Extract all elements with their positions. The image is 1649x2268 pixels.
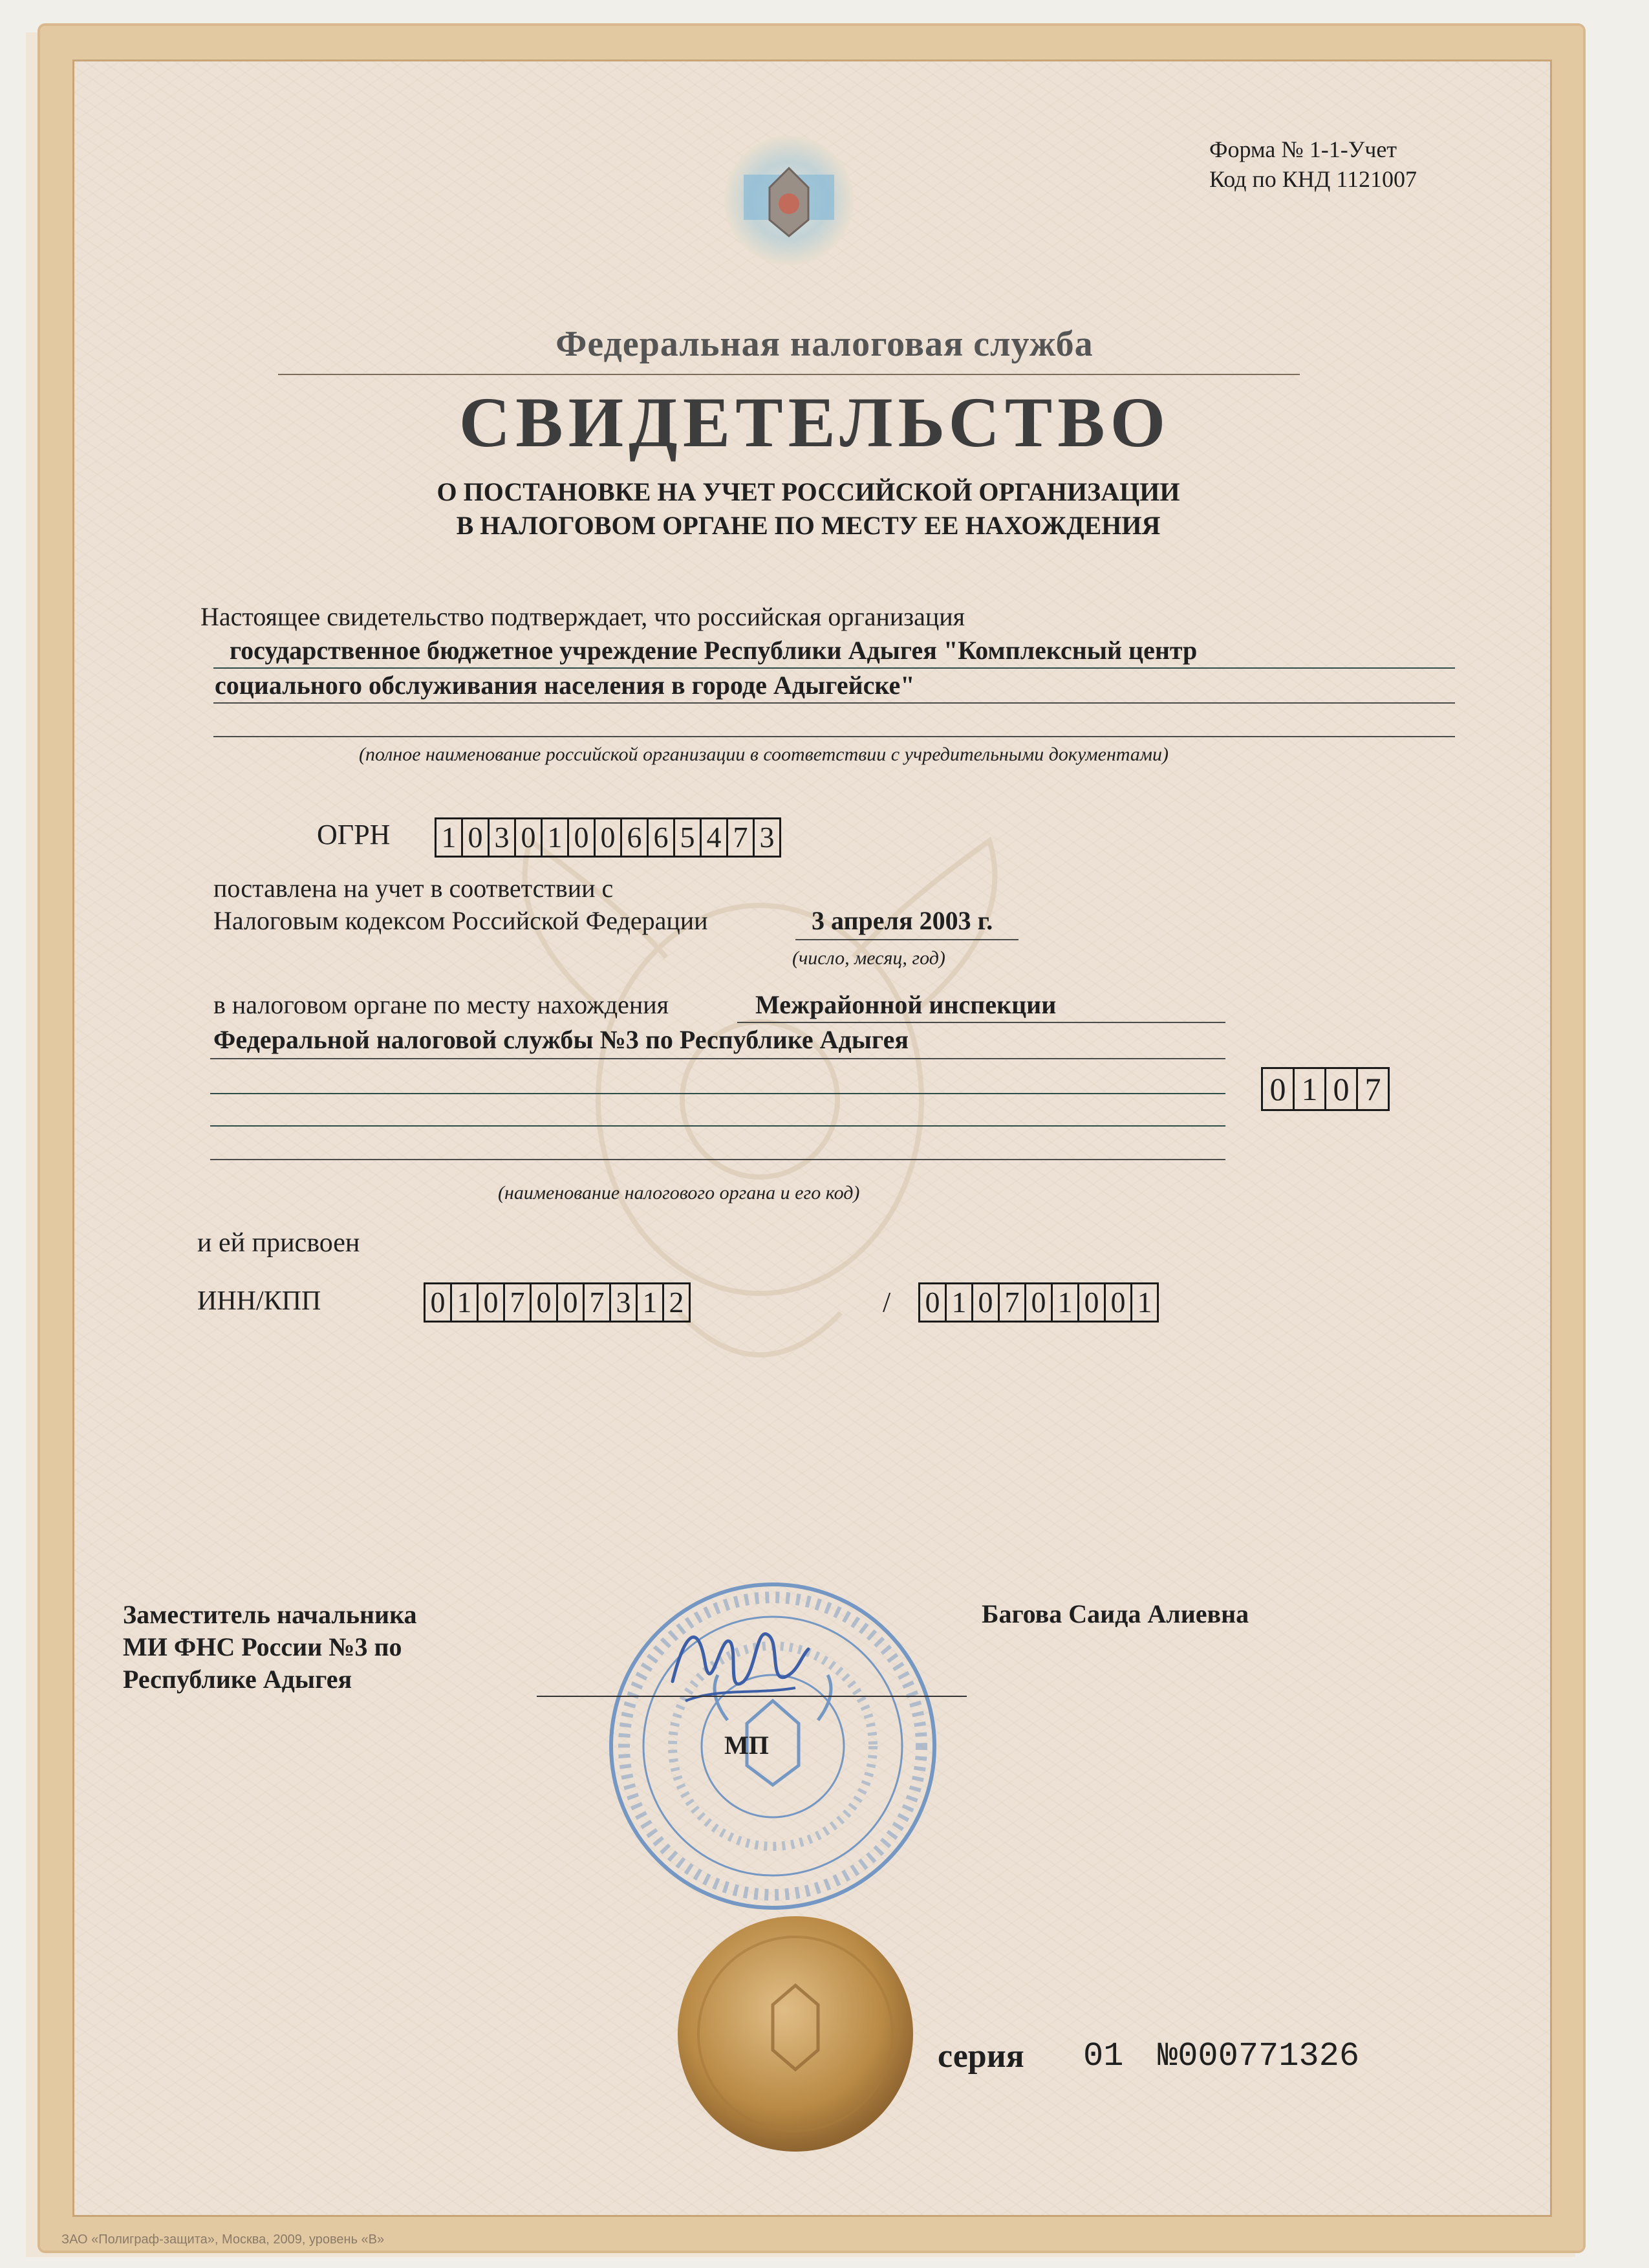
org-name-underline-3 <box>213 736 1455 737</box>
kpp-number <box>918 1282 1159 1323</box>
inn-digit: 0 <box>426 1284 452 1321</box>
inn-digit: 1 <box>452 1284 479 1321</box>
assigned-label: и ей присвоен <box>197 1228 360 1258</box>
registration-date: 3 апреля 2003 г. <box>812 906 993 935</box>
inn-kpp-separator: / <box>883 1286 891 1318</box>
inn-digit: 3 <box>611 1284 638 1321</box>
inn-digit: 2 <box>669 1286 684 1319</box>
gold-seal <box>676 1914 915 2154</box>
ogrn-digit: 3 <box>759 821 775 854</box>
kpp-digit: 0 <box>1079 1284 1106 1321</box>
ogrn-digit: 3 <box>490 819 516 856</box>
header-rule <box>278 374 1300 375</box>
kpp-digit: 0 <box>1026 1284 1053 1321</box>
tax-office-underline-4 <box>210 1125 1225 1127</box>
form-number: Форма № 1-1-Учет <box>1209 136 1397 162</box>
org-name-line-1: государственное бюджетное учреждение Республики Адыгея "Комплексный центр <box>230 636 1198 665</box>
signer-position-line-3: Республике Адыгея <box>123 1665 352 1694</box>
page-title: СВИДЕТЕЛЬСТВО <box>458 383 1171 462</box>
inn-digit: 7 <box>585 1284 611 1321</box>
kpp-digit: 7 <box>1000 1284 1026 1321</box>
printer-imprint: ЗАО «Полиграф-защита», Москва, 2009, уровень «В» <box>61 2232 385 2247</box>
ogrn-digit: 5 <box>675 819 702 856</box>
ogrn-digit: 6 <box>622 819 649 856</box>
tax-office-underline-2 <box>210 1058 1225 1059</box>
kpp-digit: 0 <box>920 1284 947 1321</box>
registered-line-1: поставлена на учет в соответствии с <box>213 874 614 903</box>
signer-name: Багова Саида Алиевна <box>982 1599 1249 1628</box>
inn-digit: 7 <box>505 1284 532 1321</box>
ogrn-digit: 7 <box>728 819 755 856</box>
tax-office-code-digit: 1 <box>1295 1069 1326 1109</box>
ogrn-digit: 1 <box>436 819 463 856</box>
subtitle-line-1: О ПОСТАНОВКЕ НА УЧЕТ РОССИЙСКОЙ ОРГАНИЗАЦИИ <box>436 477 1180 506</box>
ogrn-digit: 4 <box>702 819 728 856</box>
tax-office-label: в налоговом органе по месту нахождения <box>213 990 669 1019</box>
intro-text: Настоящее свидетельство подтверждает, что российская организация <box>200 602 965 631</box>
inn-digit: 1 <box>638 1284 664 1321</box>
ogrn-digit: 0 <box>569 819 596 856</box>
signature-line <box>537 1696 967 1697</box>
tax-office-line-2: Федеральной налоговой службы №3 по Республике Адыгея <box>213 1025 909 1054</box>
series-value: 01 <box>1083 2037 1124 2075</box>
knd-code: Код по КНД 1121007 <box>1209 166 1417 192</box>
org-name-caption: (полное наименование российской организации в соответствии с учредительными документами) <box>359 744 1169 765</box>
signer-position <box>123 1599 417 1696</box>
org-name-underline-2 <box>213 702 1455 704</box>
ogrn-digit: 0 <box>516 819 543 856</box>
kpp-digit: 0 <box>973 1284 1000 1321</box>
kpp-digit: 1 <box>1137 1286 1152 1319</box>
tax-office-code <box>1261 1067 1390 1111</box>
org-name-line-2: социального обслуживания населения в городе Адыгейске" <box>215 671 915 700</box>
tax-office-underline-3 <box>210 1093 1225 1094</box>
ogrn-digit: 0 <box>463 819 490 856</box>
subtitle <box>0 475 1617 543</box>
ogrn-number <box>435 817 781 858</box>
date-caption: (число, месяц, год) <box>792 947 945 969</box>
tax-office-underline-1 <box>737 1022 1225 1023</box>
kpp-digit: 0 <box>1106 1284 1132 1321</box>
inn-kpp-label: ИНН/КПП <box>197 1286 321 1316</box>
hologram-emblem-icon <box>718 129 860 272</box>
tax-office-caption: (наименование налогового органа и его код) <box>498 1182 860 1204</box>
kpp-digit: 1 <box>947 1284 973 1321</box>
org-name-underline-1 <box>213 667 1455 669</box>
ogrn-digit: 1 <box>543 819 569 856</box>
ogrn-digit: 0 <box>596 819 622 856</box>
ogrn-label: ОГРН <box>317 819 391 850</box>
series-label: серия <box>938 2038 1024 2075</box>
tax-office-code-digit: 0 <box>1263 1069 1295 1109</box>
ogrn-digit: 6 <box>649 819 675 856</box>
subtitle-line-2: В НАЛОГОВОМ ОРГАНЕ ПО МЕСТУ ЕЕ НАХОЖДЕНИЯ <box>456 511 1161 540</box>
signer-position-line-1: Заместитель начальника <box>123 1600 417 1629</box>
inn-digit: 0 <box>532 1284 558 1321</box>
registered-line-2: Налоговым кодексом Российской Федерации <box>213 906 708 935</box>
serial-number: №000771326 <box>1158 2037 1360 2075</box>
tax-office-code-digit: 7 <box>1364 1071 1381 1107</box>
tax-office-underline-5 <box>210 1159 1225 1160</box>
agency-name: Федеральная налоговая служба <box>555 324 1094 364</box>
kpp-digit: 1 <box>1053 1284 1079 1321</box>
stamp-place-label: МП <box>724 1731 769 1760</box>
inn-digit: 0 <box>558 1284 585 1321</box>
handwritten-signature <box>660 1604 815 1727</box>
inn-number <box>424 1282 691 1323</box>
tax-office-line-1: Межрайонной инспекции <box>755 990 1057 1019</box>
tax-office-code-digit: 0 <box>1326 1069 1358 1109</box>
signer-position-line-2: МИ ФНС России №3 по <box>123 1632 402 1661</box>
form-code-block <box>1209 135 1417 194</box>
background-eagle-emblem <box>453 763 1067 1442</box>
date-underline <box>795 939 1018 940</box>
inn-digit: 0 <box>479 1284 505 1321</box>
